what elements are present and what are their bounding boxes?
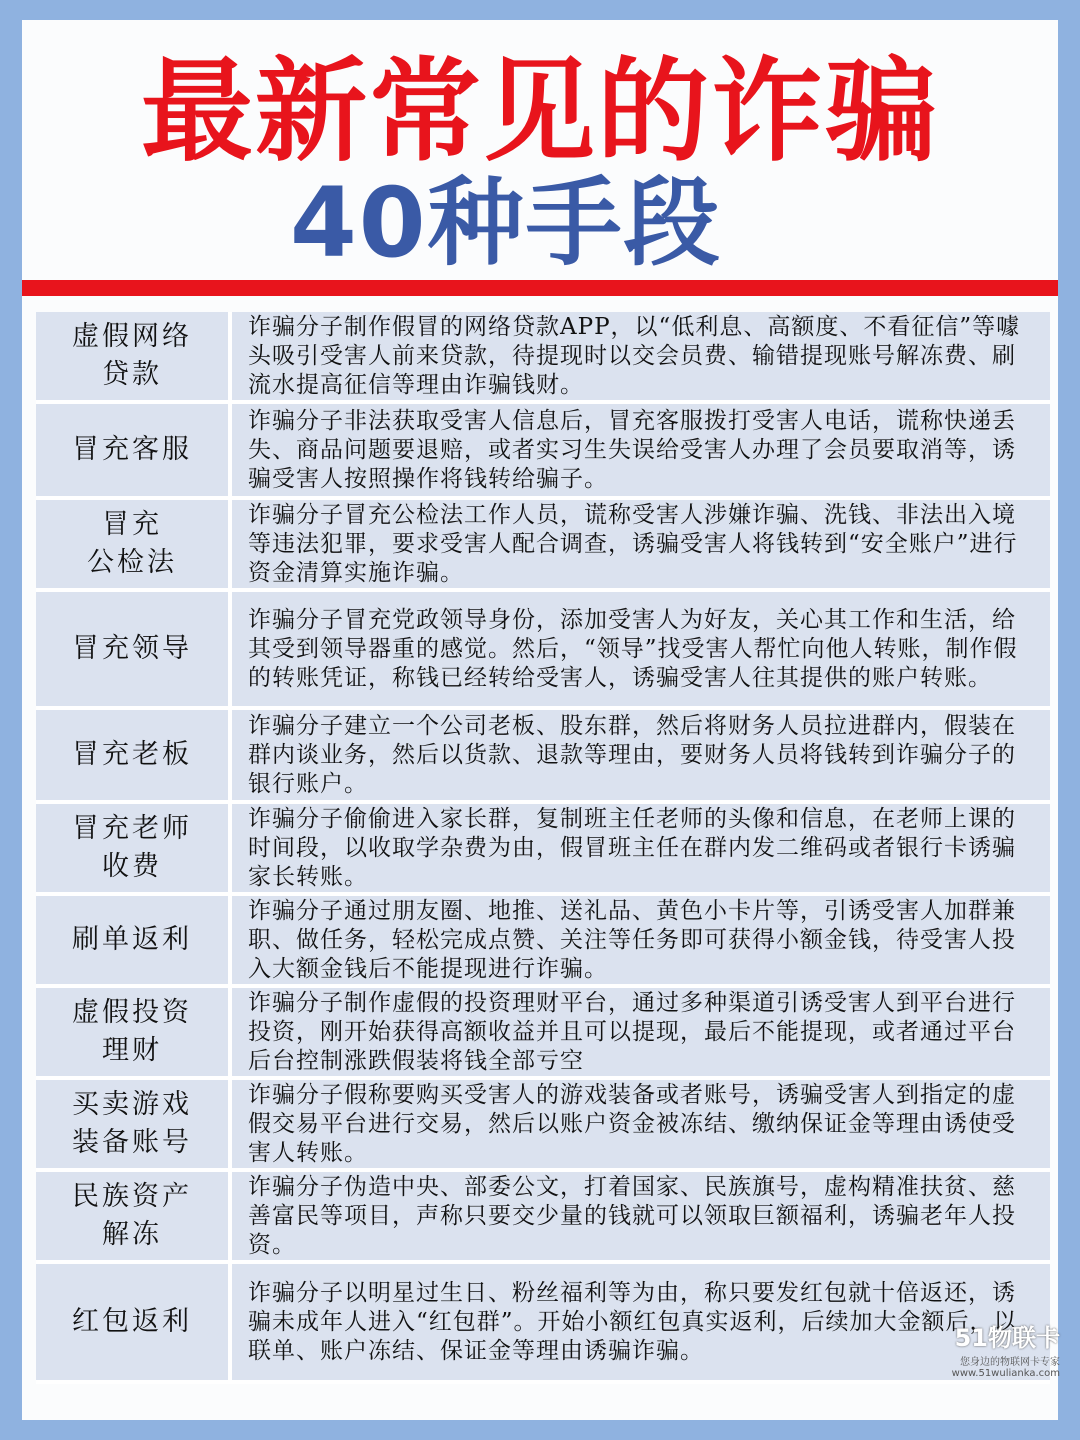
table-row — [36, 804, 1050, 896]
table-row — [36, 1080, 1050, 1172]
watermark-logo: 51物联卡 — [954, 1324, 1060, 1352]
row-description: 诈骗分子假称要购买受害人的游戏装备或者账号，诱骗受害人到指定的虚假交易平台进行交易，然后以账户资金被冻结、缴纳保证金等理由诱使受害人转账。 — [232, 1080, 1050, 1168]
row-description: 诈骗分子通过朋友圈、地推、送礼品、黄色小卡片等，引诱受害人加群兼职、做任务，轻松完成点赞、关注等任务即可获得小额金钱，待受害人投入大额金钱后不能提现进行诈骗。 — [232, 896, 1050, 984]
table-row — [36, 710, 1050, 804]
row-label: 冒充老板 — [36, 710, 232, 800]
row-description: 诈骗分子冒充党政领导身份，添加受害人为好友，关心其工作和生活，给其受到领导器重的感觉。然后，“领导”找受害人帮忙向他人转账，制作假的转账凭证，称钱已经转给受害人，诱骗受害人往其提供的账户转账。 — [232, 592, 1050, 706]
table-row — [36, 1172, 1050, 1264]
table-row — [36, 1264, 1050, 1384]
row-label: 冒充客服 — [36, 404, 232, 496]
row-label: 民族资产 解冻 — [36, 1172, 232, 1260]
table-row — [36, 404, 1050, 500]
row-description: 诈骗分子制作虚假的投资理财平台，通过多种渠道引诱受害人到平台进行投资，刚开始获得高额收益并且可以提现，最后不能提现，或者通过平台后台控制涨跌假装将钱全部亏空 — [232, 988, 1050, 1076]
row-description: 诈骗分子非法获取受害人信息后，冒充客服拨打受害人电话，谎称快递丢失、商品问题要退赔，或者实习生失误给受害人办理了会员要取消等，诱骗受害人按照操作将钱转给骗子。 — [232, 404, 1050, 496]
row-label: 买卖游戏 装备账号 — [36, 1080, 232, 1168]
row-description: 诈骗分子伪造中央、部委公文，打着国家、民族旗号，虚构精准扶贫、慈善富民等项目，声称只要交少量的钱就可以领取巨额福利，诱骗老年人投资。 — [232, 1172, 1050, 1260]
row-description: 诈骗分子冒充公检法工作人员，谎称受害人涉嫌诈骗、洗钱、非法出入境等违法犯罪，要求受害人配合调查，诱骗受害人将钱转到“安全账户”进行资金清算实施诈骗。 — [232, 500, 1050, 588]
row-description: 诈骗分子建立一个公司老板、股东群，然后将财务人员拉进群内，假装在群内谈业务，然后以货款、退款等理由，要财务人员将钱转到诈骗分子的银行账户。 — [232, 710, 1050, 800]
row-label: 冒充领导 — [36, 592, 232, 706]
row-label: 虚假投资 理财 — [36, 988, 232, 1076]
watermark-url: www.51wulianka.com — [951, 1368, 1060, 1379]
watermark-tagline: 您身边的物联网卡专家 — [960, 1357, 1060, 1368]
table-row — [36, 896, 1050, 988]
row-label: 刷单返利 — [36, 896, 232, 984]
fraud-table — [36, 312, 1050, 1384]
row-label: 红包返利 — [36, 1264, 232, 1380]
watermark — [920, 1318, 1060, 1390]
table-row — [36, 312, 1050, 404]
row-description: 诈骗分子以明星过生日、粉丝福利等为由，称只要发红包就十倍返还，诱骗未成年人进入“红包群”。开始小额红包真实返利，后续加大金额后，以联单、账户冻结、保证金等理由诱骗诈骗。 — [232, 1264, 1050, 1380]
row-label: 虚假网络 贷款 — [36, 312, 232, 400]
title-divider — [22, 280, 1058, 296]
title-line-1: 最新常见的诈骗 — [141, 47, 939, 177]
table-row — [36, 988, 1050, 1080]
row-label: 冒充老师 收费 — [36, 804, 232, 892]
row-label: 冒充 公检法 — [36, 500, 232, 588]
table-row — [36, 592, 1050, 710]
table-row — [36, 500, 1050, 592]
row-description: 诈骗分子偷偷进入家长群，复制班主任老师的头像和信息，在老师上课的时间段，以收取学杂费为由，假冒班主任在群内发二维码或者银行卡诱骗家长转账。 — [232, 804, 1050, 892]
row-description: 诈骗分子制作假冒的网络贷款APP，以“低利息、高额度、不看征信”等噱头吸引受害人前来贷款，待提现时以交会员费、输错提现账号解冻费、刷流水提高征信等理由诈骗钱财。 — [232, 312, 1050, 400]
title-line-2: 40种手段 — [290, 167, 722, 279]
